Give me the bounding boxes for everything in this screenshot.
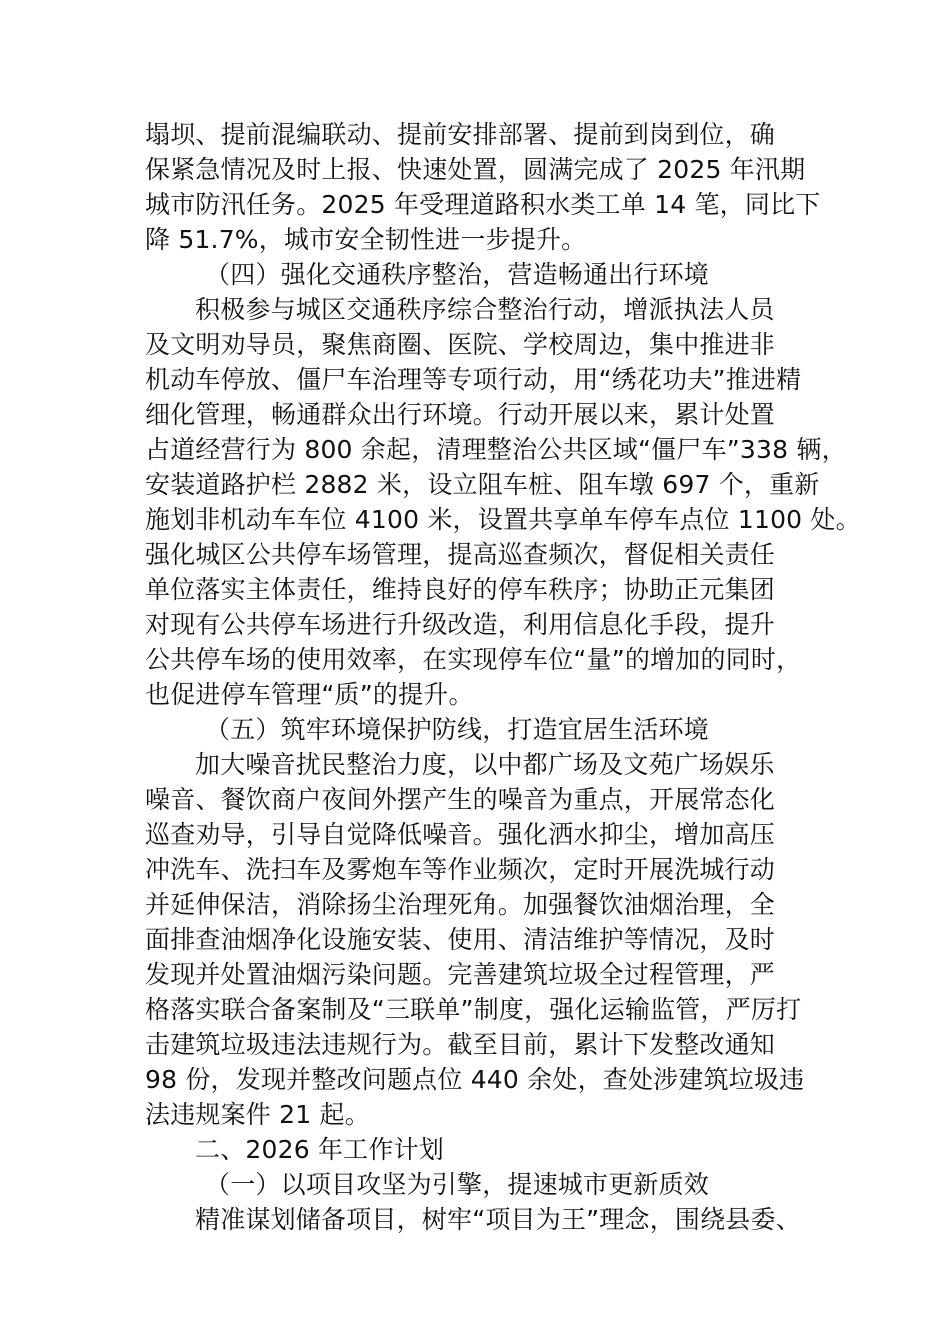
body-text-line: 对现有公共停车场进行升级改造，利用信息化手段，提升 — [145, 610, 776, 639]
paragraph-first-line: 积极参与城区交通秩序综合整治行动，增派执法人员 — [195, 295, 775, 324]
body-text-line: 法违规案件 21 起。 — [145, 1100, 370, 1129]
body-text-line: 发现并处置油烟污染问题。完善建筑垃圾全过程管理，严 — [145, 960, 776, 989]
body-text-line: 格落实联合备案制及“三联单”制度，强化运输监管，严厉打 — [145, 995, 802, 1024]
body-text-line: 及文明劝导员，聚焦商圈、医院、学校周边，集中推进非 — [145, 330, 776, 359]
body-text-line: 也促进停车管理“质”的提升。 — [145, 680, 474, 709]
section-heading: （四）强化交通秩序整治，营造畅通出行环境 — [205, 260, 710, 289]
body-text-line: 施划非机动车车位 4100 米，设置共享单车停车点位 1100 处。 — [145, 505, 861, 534]
body-text-line: 城市防汛任务。2025 年受理道路积水类工单 14 笔，同比下 — [145, 190, 821, 219]
body-text-line: 单位落实主体责任，维持良好的停车秩序；协助正元集团 — [145, 575, 776, 604]
body-text-line: 噪音、餐饮商户夜间外摆产生的噪音为重点，开展常态化 — [145, 785, 776, 814]
body-text-line: 公共停车场的使用效率，在实现停车位“量”的增加的同时， — [145, 645, 802, 674]
body-text-line: 冲洗车、洗扫车及雾炮车等作业频次，定时开展洗城行动 — [145, 855, 776, 884]
body-text-line: 机动车停放、僵尸车治理等专项行动，用“绣花功夫”推进精 — [145, 365, 802, 394]
section-heading: （一）以项目攻坚为引擎，提速城市更新质效 — [205, 1170, 710, 1199]
paragraph-first-line: 加大噪音扰民整治力度，以中都广场及文苑广场娱乐 — [195, 750, 775, 779]
body-text-line: 强化城区公共停车场管理，提高巡查频次，督促相关责任 — [145, 540, 776, 569]
body-text-line: 98 份，发现并整改问题点位 440 余处，查处涉建筑垃圾违 — [145, 1065, 805, 1094]
chapter-heading: 二、2026 年工作计划 — [195, 1135, 444, 1164]
body-text-line: 保紧急情况及时上报、快速处置，圆满完成了 2025 年汛期 — [145, 155, 806, 184]
body-text-line: 塌坝、提前混编联动、提前安排部署、提前到岗到位，确 — [145, 120, 776, 149]
section-heading: （五）筑牢环境保护防线，打造宜居生活环境 — [205, 715, 710, 744]
body-text-line: 巡查劝导，引导自觉降低噪音。强化洒水抑尘，增加高压 — [145, 820, 776, 849]
body-text-line: 细化管理，畅通群众出行环境。行动开展以来，累计处置 — [145, 400, 776, 429]
body-text-line: 占道经营行为 800 余起，清理整治公共区域“僵尸车”338 辆， — [145, 435, 847, 464]
paragraph-first-line: 精准谋划储备项目，树牢“项目为王”理念，围绕县委、 — [195, 1205, 801, 1234]
body-text-line: 面排查油烟净化设施安装、使用、清洁维护等情况，及时 — [145, 925, 776, 954]
body-text-line: 并延伸保洁，消除扬尘治理死角。加强餐饮油烟治理，全 — [145, 890, 776, 919]
body-text-line: 安装道路护栏 2882 米，设立阻车桩、阻车墩 697 个，重新 — [145, 470, 820, 499]
body-text-line: 降 51.7%，城市安全韧性进一步提升。 — [145, 225, 587, 254]
body-text-line: 击建筑垃圾违法违规行为。截至目前，累计下发整改通知 — [145, 1030, 776, 1059]
